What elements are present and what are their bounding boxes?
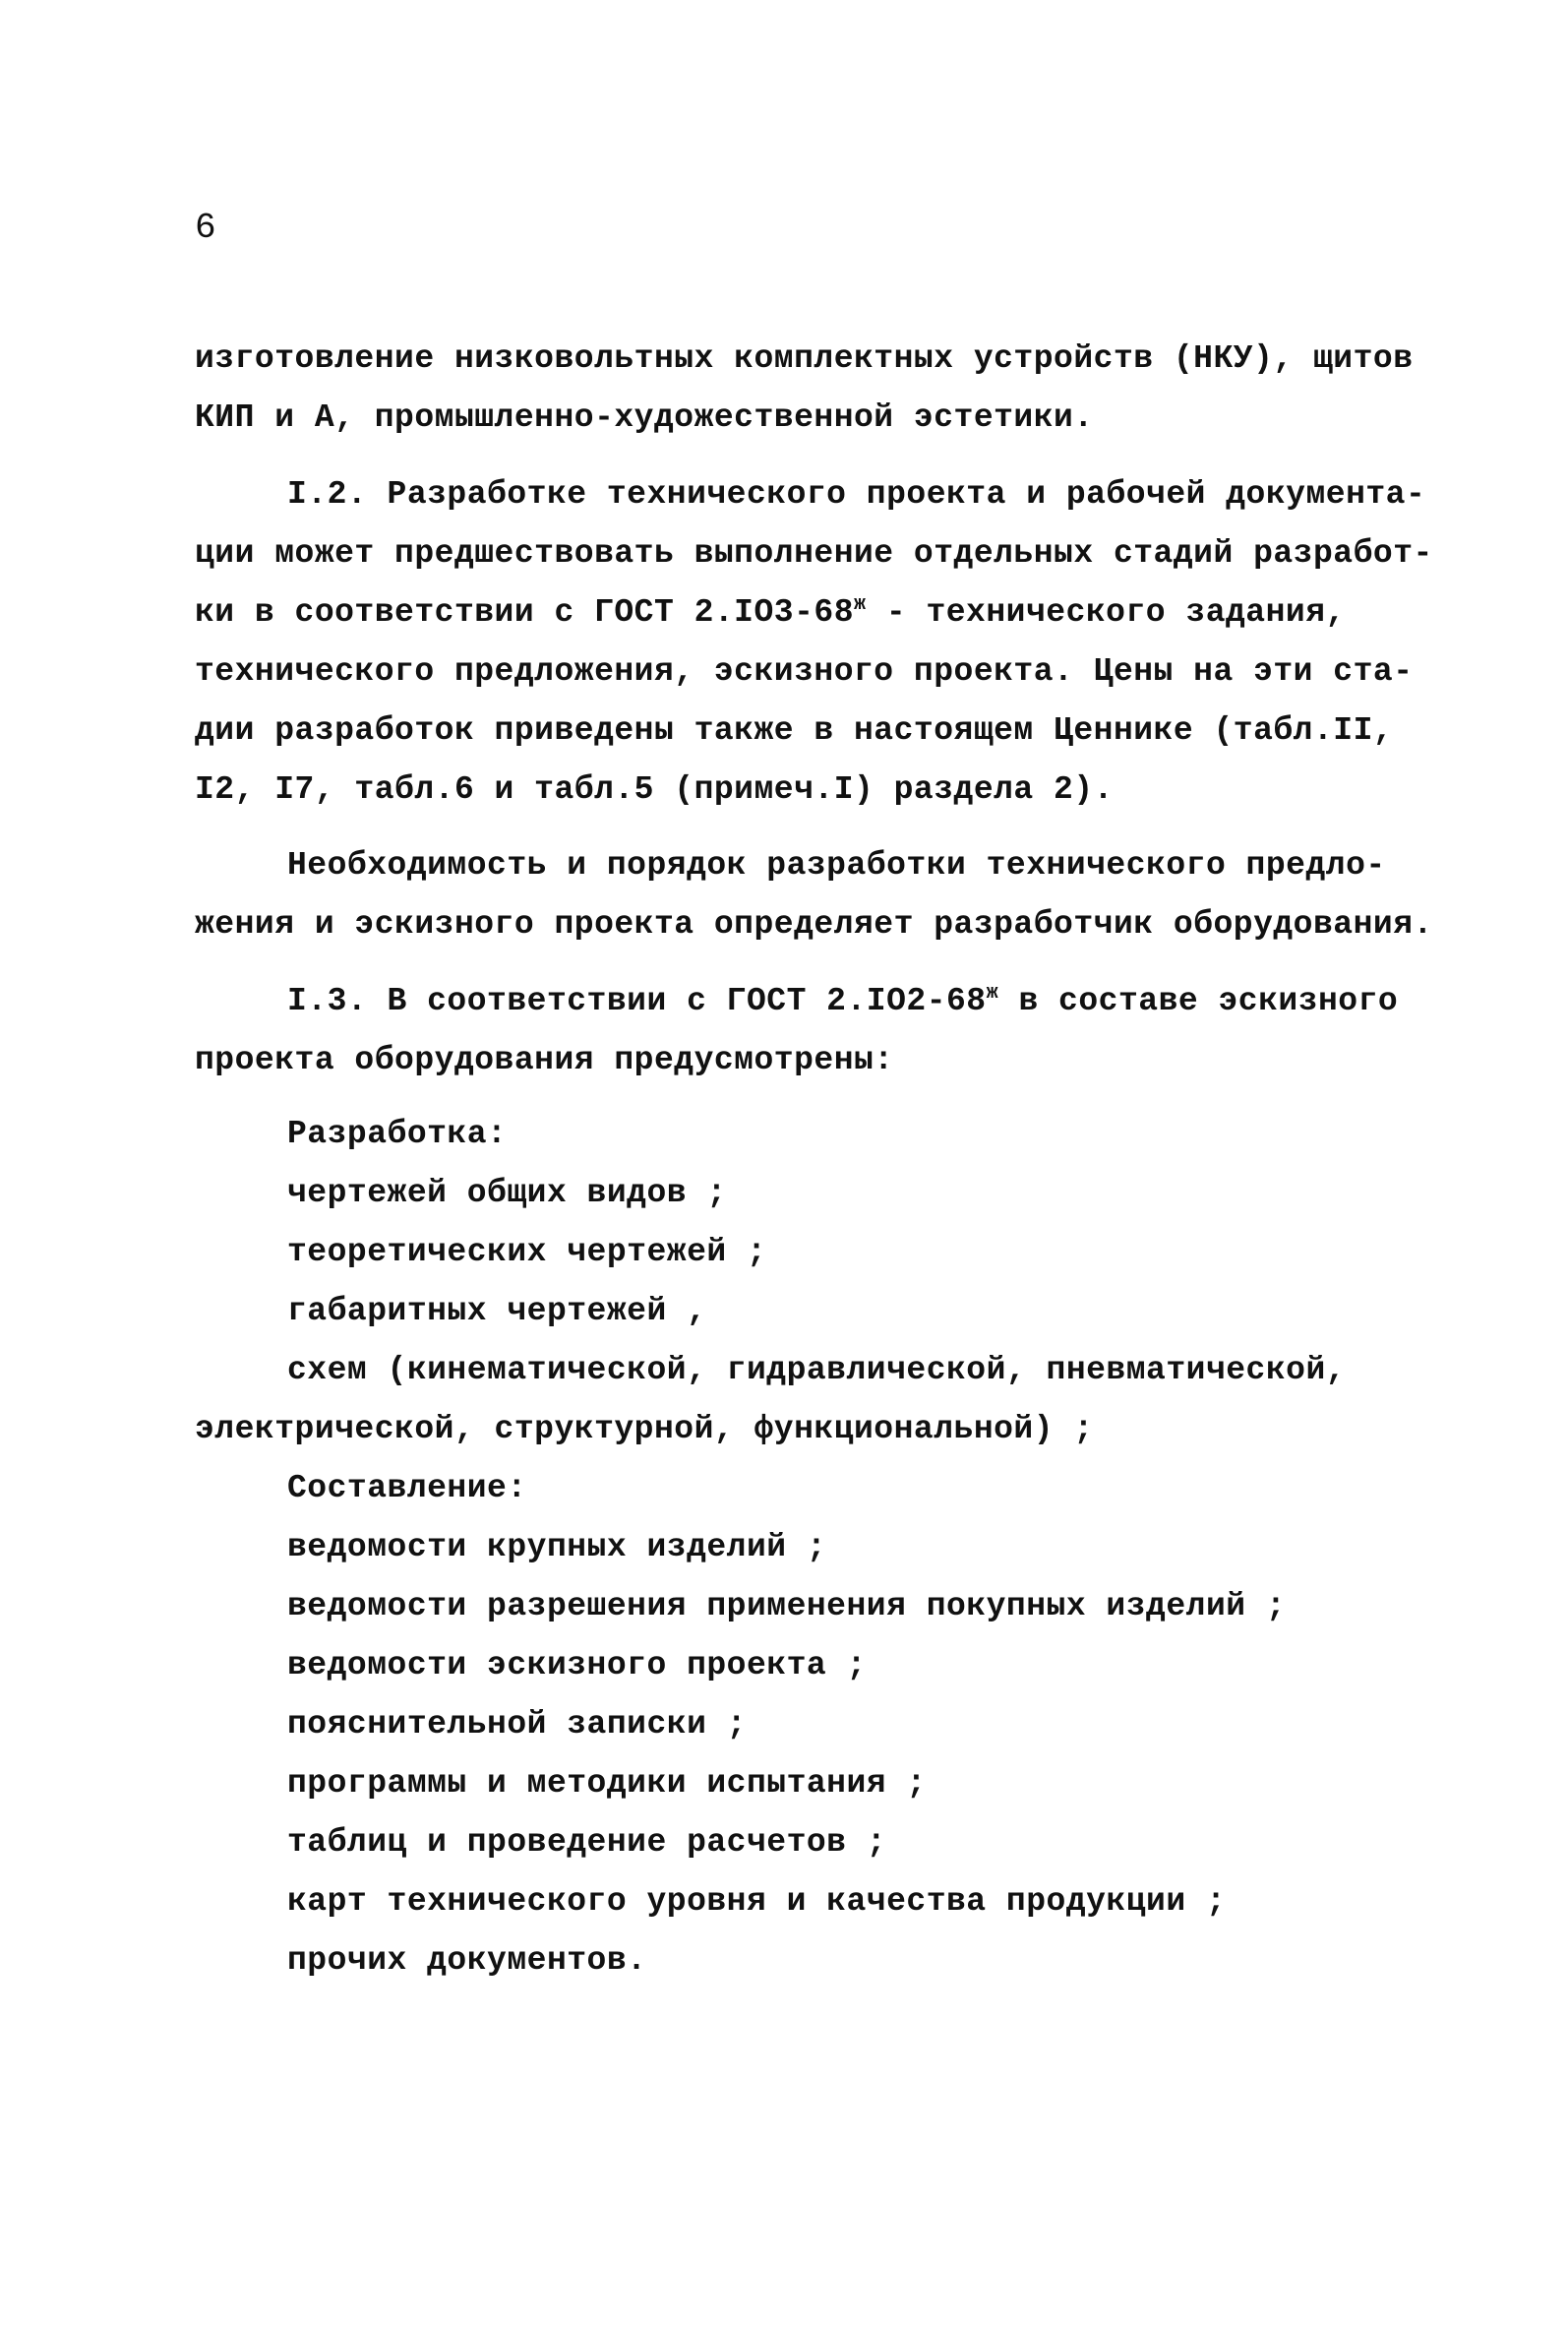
text-line-tail: в составе эскизного [1018,983,1399,1019]
list-item: пояснительной записки ; [287,1706,747,1743]
text-line: проекта оборудования предусмотрены: [195,1042,894,1078]
text-line-tail: - технического задания, [885,594,1346,631]
text-line: Необходимость и порядок разработки технического предло- [287,847,1386,884]
superscript-mark: ж [986,982,999,1005]
paragraph-1-3-start [287,982,1398,1021]
page-number: 6 [195,208,216,248]
gost-reference: I.3. В соответствии с ГОСТ 2.IO2-68 [287,983,987,1019]
list-item: схем (кинематической, гидравлической, пневматической, [287,1352,1347,1388]
text-line: КИП и А, промышленно-художественной эстетики. [195,399,1094,436]
list-item: прочих документов. [287,1942,647,1979]
superscript-mark: ж [854,593,867,616]
list-item-continuation: электрической, структурной, функциональной) ; [195,1411,1094,1447]
list-item: ведомости крупных изделий ; [287,1529,827,1565]
list-item: теоретических чертежей ; [287,1234,767,1270]
text-line: технического предложения, эскизного проекта. Цены на эти ста- [195,653,1414,690]
text-line: дии разработок приведены также в настоящем Ценнике (табл.II, [195,712,1394,749]
text-line: I2, I7, табл.6 и табл.5 (примеч.I) раздела 2). [195,771,1114,808]
list-item: программы и методики испытания ; [287,1765,927,1802]
list-item: карт технического уровня и качества продукции ; [287,1883,1227,1920]
section-heading: Разработка: [287,1116,508,1152]
text-line: жения и эскизного проекта определяет разработчик оборудования. [195,906,1433,943]
paragraph-1-2-start: I.2. Разработке технического проекта и рабочей документа- [287,476,1426,513]
text-line-with-gost [195,593,1346,633]
list-item: чертежей общих видов ; [287,1175,727,1211]
text-line: изготовление низковольтных комплектных устройств (НКУ), щитов [195,340,1414,377]
list-item: таблиц и проведение расчетов ; [287,1824,887,1861]
list-item: габаритных чертежей , [287,1293,707,1329]
gost-reference: ки в соответствии с ГОСТ 2.IO3-68 [195,594,855,631]
list-item: ведомости разрешения применения покупных изделий ; [287,1588,1287,1624]
section-heading: Составление: [287,1470,527,1506]
text-line: ции может предшествовать выполнение отдельных стадий разработ- [195,535,1433,572]
list-item: ведомости эскизного проекта ; [287,1647,867,1683]
